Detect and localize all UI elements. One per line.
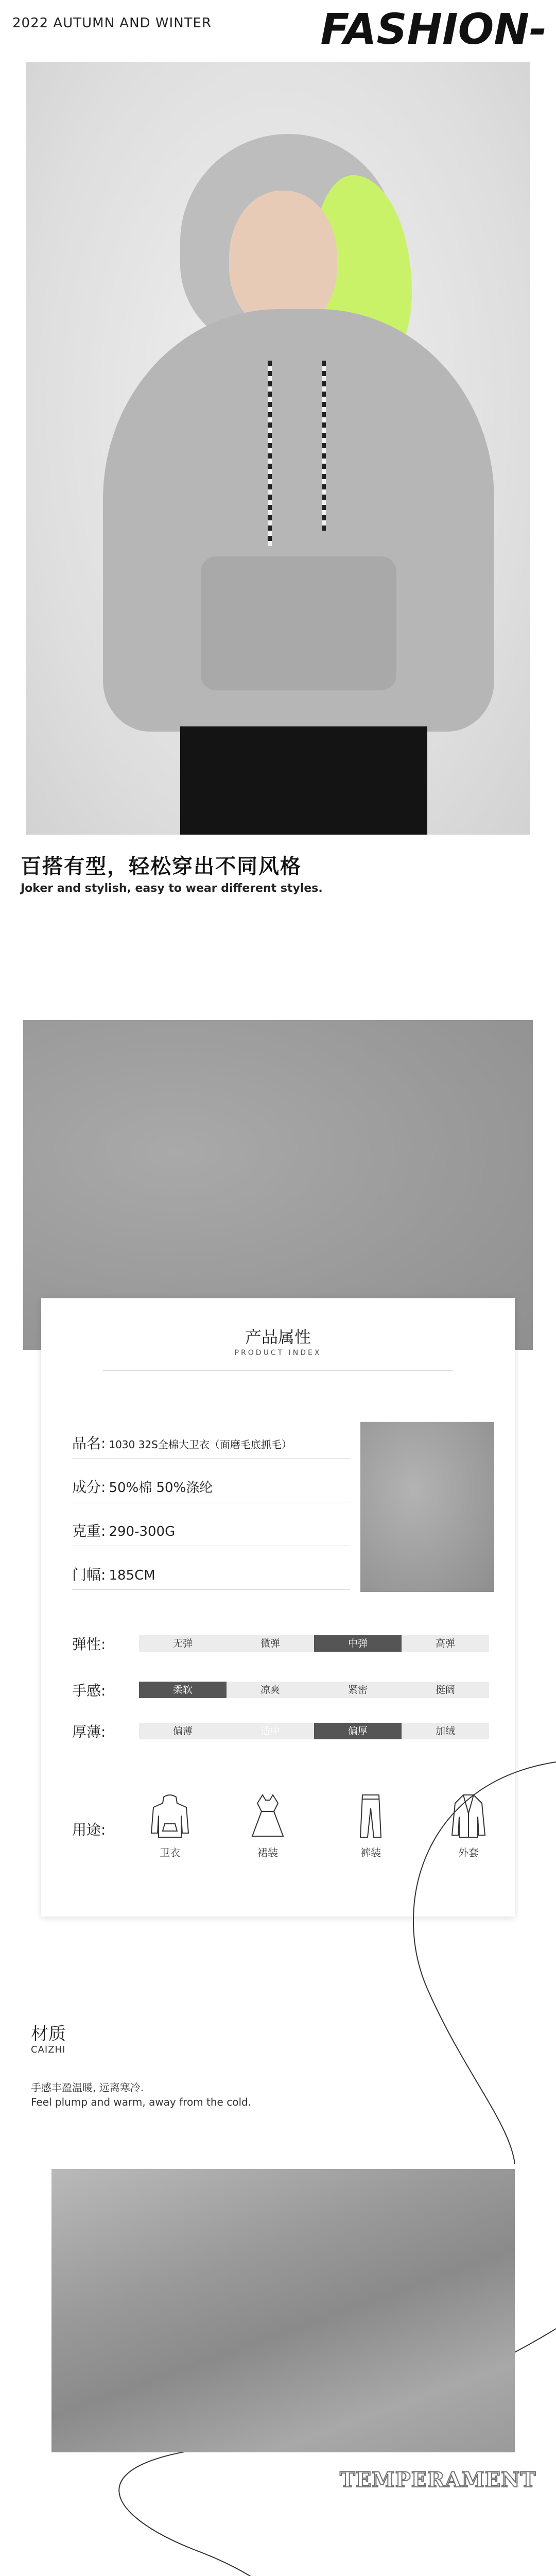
attr-composition: 成分: 50%棉 50%涤纶	[72, 1479, 213, 1496]
scale-label-elasticity: 弹性:	[72, 1636, 106, 1653]
thickness-scale	[139, 1723, 489, 1739]
use-coat	[432, 1793, 505, 1859]
drawstring-left	[268, 361, 272, 546]
material-heading: 材质	[31, 2024, 66, 2044]
scale-option-active: 中弹	[314, 1635, 402, 1652]
fabric-swatch-image	[360, 1422, 494, 1592]
scale-label-feel: 手感:	[72, 1682, 106, 1699]
temperament-label: TEMPERAMENT	[340, 2468, 536, 2492]
card-title: 产品属性	[245, 1327, 311, 1347]
use-skirt	[232, 1793, 304, 1859]
scale-option: 适中	[260, 1725, 280, 1737]
attr-weight: 克重: 290-300G	[72, 1522, 176, 1539]
scale-option: 加绒	[435, 1725, 455, 1737]
coat-icon	[448, 1793, 489, 1839]
card-subtitle: PRODUCT INDEX	[234, 1349, 322, 1357]
season-label: 2022 AUTUMN AND WINTER	[12, 15, 212, 31]
scale-option-active: 偏厚	[314, 1723, 402, 1739]
scale-option: 偏薄	[172, 1725, 193, 1737]
attr-width: 门幅: 185CM	[72, 1566, 155, 1583]
scale-label-thickness: 厚薄:	[72, 1723, 106, 1740]
scale-option: 紧密	[348, 1684, 368, 1696]
use-hoodie	[134, 1793, 206, 1859]
scale-option: 微弹	[260, 1638, 280, 1649]
tagline-chinese: 百搭有型，轻松穿出不同风格	[21, 855, 302, 878]
fabric-folds-image	[51, 2169, 515, 2452]
divider	[72, 1589, 350, 1590]
material-heading-pinyin: CAIZHI	[31, 2044, 66, 2055]
product-attribute-card	[41, 1298, 515, 1917]
scale-option: 高弹	[435, 1638, 455, 1649]
header	[0, 0, 556, 57]
scale-option: 挺阔	[435, 1684, 455, 1696]
divider	[72, 1458, 350, 1459]
scale-option: 无弹	[172, 1638, 193, 1649]
hoodie-icon	[149, 1793, 190, 1839]
tagline-english: Joker and stylish, easy to wear different styles.	[21, 882, 323, 895]
use-label: 用途:	[72, 1821, 106, 1838]
scale-option-active: 柔软	[139, 1682, 227, 1698]
black-pants	[180, 726, 427, 835]
divider	[103, 1370, 453, 1371]
hero-model-image	[26, 62, 530, 835]
material-desc-cn: 手感丰盈温暖, 远离寒冷.	[31, 2081, 144, 2094]
use-label-text: 裤装	[360, 1846, 381, 1859]
use-label-text: 裙装	[257, 1846, 278, 1859]
scale-option: 凉爽	[260, 1684, 280, 1696]
attr-product-name: 品名: 1030 32S全棉大卫衣（面磨毛底抓毛）	[72, 1435, 292, 1452]
use-label-text: 外套	[458, 1846, 479, 1859]
use-label-text: 卫衣	[160, 1846, 180, 1859]
feel-scale	[139, 1682, 489, 1698]
use-pants	[335, 1793, 407, 1859]
drawstring-right	[322, 361, 326, 531]
skirt-icon	[247, 1793, 288, 1839]
elasticity-scale	[139, 1635, 489, 1652]
kangaroo-pocket	[201, 556, 396, 690]
pants-icon	[350, 1793, 391, 1839]
material-desc-en: Feel plump and warm, away from the cold.	[31, 2096, 252, 2108]
brand-title: FASHION-	[320, 5, 547, 54]
